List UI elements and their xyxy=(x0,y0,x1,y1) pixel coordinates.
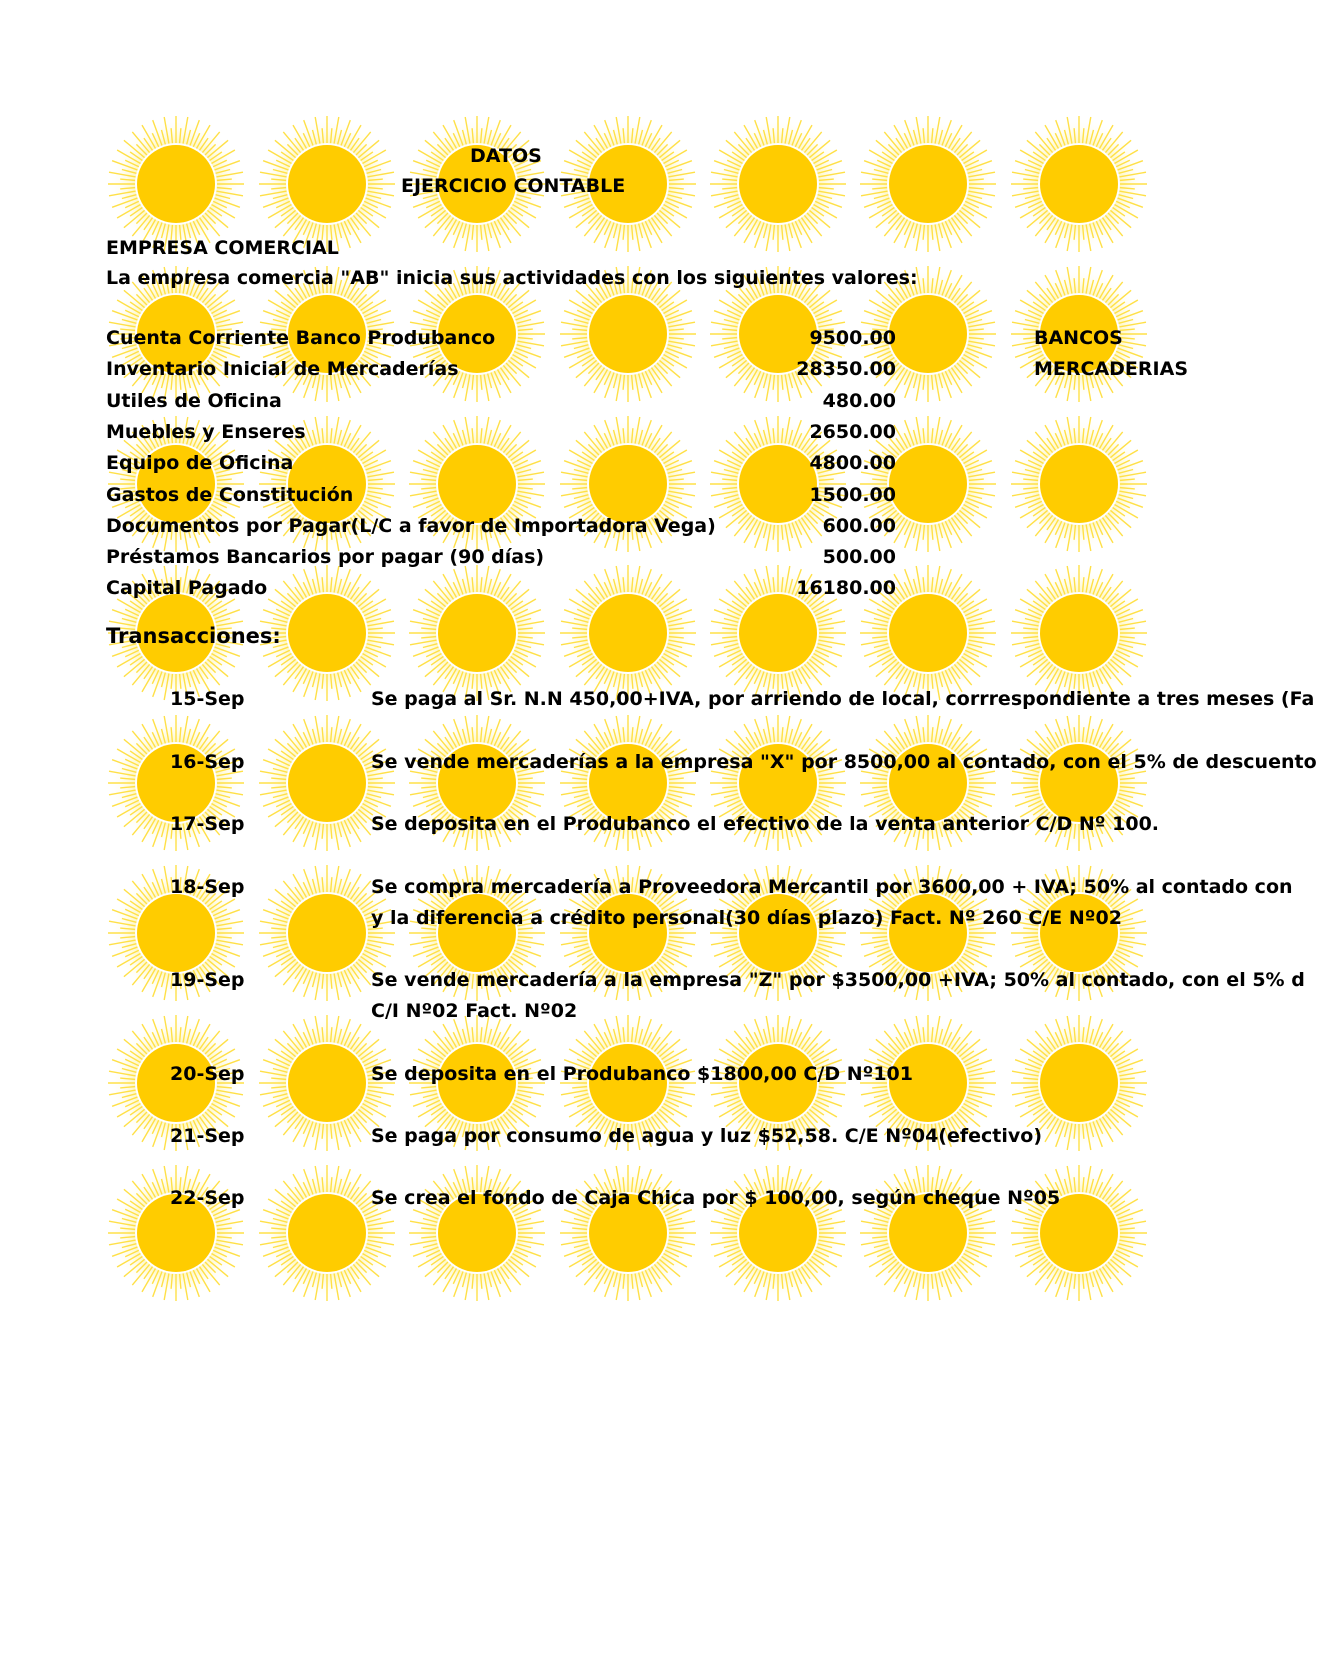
account-name: Gastos de Constitución xyxy=(106,484,354,506)
transaction-date: 22-Sep xyxy=(170,1187,245,1209)
account-name: Equipo de Oficina xyxy=(106,452,294,474)
transaction-description: C/I Nº02 Fact. Nº02 xyxy=(371,1000,578,1022)
transaction-description: Se paga al Sr. N.N 450,00+IVA, por arriendo de local, corrrespondiente a tres meses (Fa xyxy=(371,688,1315,710)
account-value: 28350.00 xyxy=(796,358,896,380)
account-value: 16180.00 xyxy=(796,577,896,599)
transaction-description: Se deposita en el Produbanco $1800,00 C/D Nº101 xyxy=(371,1063,913,1085)
transaction-date: 15-Sep xyxy=(170,688,245,710)
transactions-heading: Transacciones: xyxy=(106,624,281,648)
transaction-date: 17-Sep xyxy=(170,813,245,835)
transaction-description: Se vende mercaderías a la empresa "X" por 8500,00 al contado, con el 5% de descuento xyxy=(371,751,1317,773)
account-side-label: MERCADERIAS xyxy=(1034,358,1189,380)
transaction-date: 20-Sep xyxy=(170,1063,245,1085)
account-value: 4800.00 xyxy=(809,452,896,474)
transaction-description: Se vende mercadería a la empresa "Z" por $3500,00 +IVA; 50% al contado, con el 5% d xyxy=(371,969,1305,991)
account-value: 2650.00 xyxy=(809,421,896,443)
sheet-subtitle: EJERCICIO CONTABLE xyxy=(401,175,626,197)
transaction-date: 16-Sep xyxy=(170,751,245,773)
account-name: Inventario Inicial de Mercaderías xyxy=(106,358,459,380)
account-name: Capital Pagado xyxy=(106,577,268,599)
transaction-date: 18-Sep xyxy=(170,876,245,898)
account-value: 500.00 xyxy=(822,546,896,568)
transaction-description: Se crea el fondo de Caja Chica por $ 100,00, según cheque Nº05 xyxy=(371,1187,1061,1209)
account-name: Muebles y Enseres xyxy=(106,421,306,443)
account-name: Utiles de Oficina xyxy=(106,390,282,412)
company-name: EMPRESA COMERCIAL xyxy=(106,237,339,259)
account-name: Documentos por Pagar(L/C a favor de Importadora Vega) xyxy=(106,515,716,537)
company-intro: La empresa comercia "AB" inicia sus actividades con los siguientes valores: xyxy=(106,267,918,289)
account-name: Préstamos Bancarios por pagar (90 días) xyxy=(106,546,545,568)
transaction-date: 19-Sep xyxy=(170,969,245,991)
transaction-description: Se compra mercadería a Proveedora Mercantil por 3600,00 + IVA; 50% al contado con xyxy=(371,876,1293,898)
transaction-description: Se paga por consumo de agua y luz $52,58. C/E Nº04(efectivo) xyxy=(371,1125,1043,1147)
account-value: 9500.00 xyxy=(809,327,896,349)
transaction-date: 21-Sep xyxy=(170,1125,245,1147)
account-value: 600.00 xyxy=(822,515,896,537)
transaction-description: y la diferencia a crédito personal(30 días plazo) Fact. Nº 260 C/E Nº02 xyxy=(371,907,1122,929)
sheet-title: DATOS xyxy=(470,145,542,167)
account-name: Cuenta Corriente Banco Produbanco xyxy=(106,327,496,349)
account-value: 480.00 xyxy=(822,390,896,412)
transaction-description: Se deposita en el Produbanco el efectivo de la venta anterior C/D Nº 100. xyxy=(371,813,1160,835)
spreadsheet-area xyxy=(106,116,1317,1246)
account-value: 1500.00 xyxy=(809,484,896,506)
account-side-label: BANCOS xyxy=(1034,327,1123,349)
